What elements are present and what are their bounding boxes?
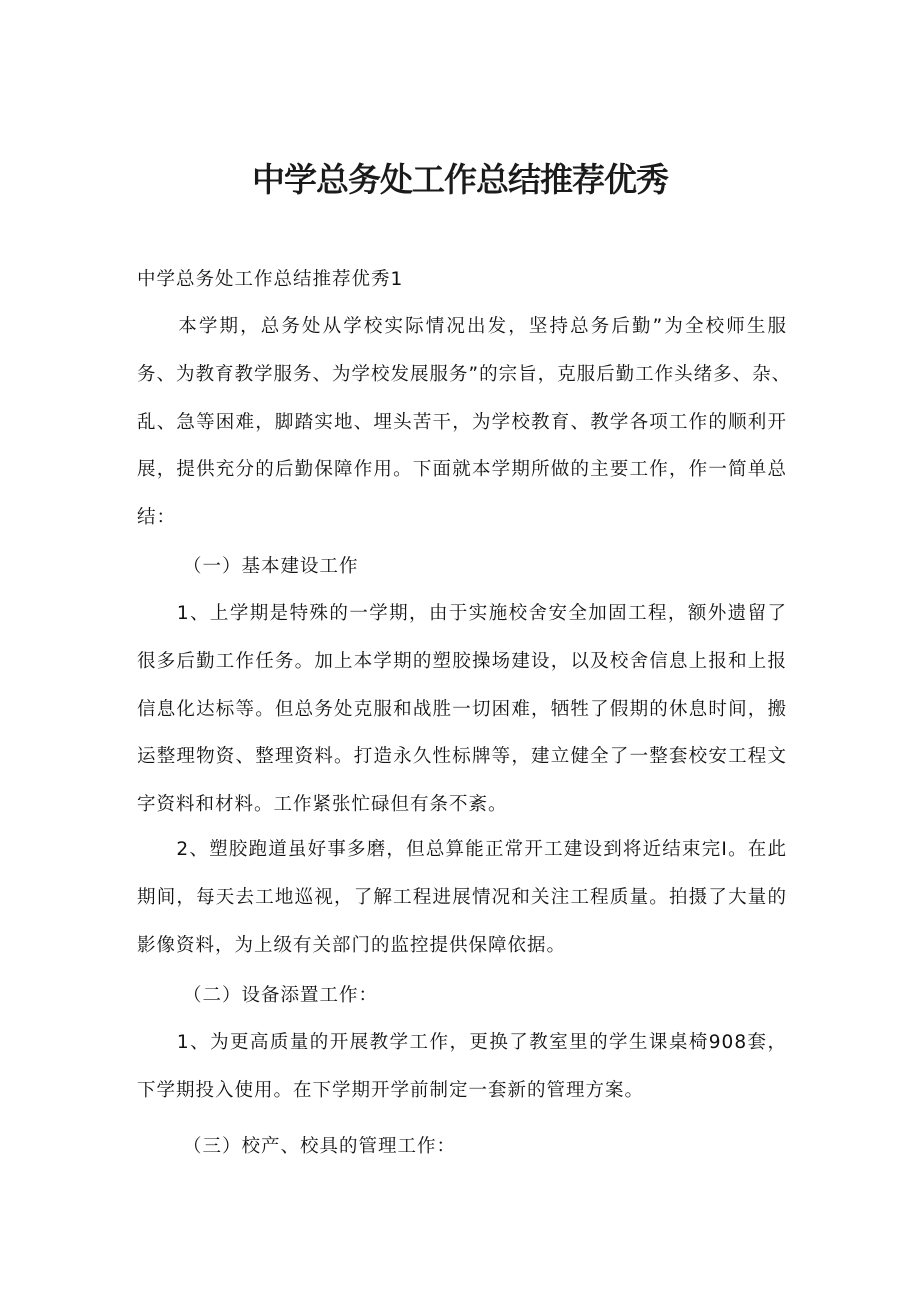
paragraph-line: 期间，每天去工地巡视，了解工程进展情况和关注工程质量。拍摄了大量的 (137, 886, 787, 908)
paragraph-line: 1、为更高质量的开展教学工作，更换了教室里的学生课桌椅908套， (137, 1032, 787, 1053)
paragraph-line: 很多后勤工作任务。加上本学期的塑胶操场建设，以及校舍信息上报和上报 (137, 650, 787, 672)
paragraph-line: 影像资料，为上级有关部门的监控提供保障依据。 (137, 934, 567, 956)
intro-paragraph (137, 303, 792, 542)
document-title: 中学总务处工作总结推荐优秀 (252, 160, 668, 199)
item-2-paragraph (137, 826, 787, 969)
section-heading-1: （一）基本建设工作 (183, 556, 359, 577)
paragraph-line: 信息化达标等。但总务处克服和战胜一切困难，牺牲了假期的休息时间，搬 (137, 698, 787, 720)
paragraph-line: 务、为教育教学服务、为学校发展服务”的宗旨，克服后勤工作头绪多、杂、 (137, 363, 792, 385)
paragraph-line: 2、塑胶跑道虽好事多磨，但总算能正常开工建设到将近结束完I。在此 (137, 839, 787, 860)
section-heading-3: （三）校产、校具的管理工作： (183, 1136, 457, 1157)
paragraph-line: 字资料和材料。工作紧张忙碌但有条不紊。 (137, 794, 508, 816)
paragraph-line: 1、上学期是特殊的一学期，由于实施校舍安全加固工程，额外遗留了 (137, 603, 787, 624)
item-3-paragraph (137, 1019, 787, 1115)
document-subheading: 中学总务处工作总结推荐优秀1 (137, 269, 404, 290)
item-1-paragraph (137, 590, 787, 829)
paragraph-line: 本学期，总务处从学校实际情况出发，坚持总务后勤”为全校师生服 (137, 316, 787, 337)
paragraph-line: 结： (137, 507, 177, 529)
paragraph-line: 乱、急等困难，脚踏实地、埋头苦干，为学校教育、教学各项工作的顺利开 (137, 411, 787, 433)
paragraph-line: 展，提供充分的后勤保障作用。下面就本学期所做的主要工作，作一简单总 (137, 459, 787, 481)
section-heading-2: （二）设备添置工作： (183, 985, 379, 1006)
paragraph-line: 下学期投入使用。在下学期开学前制定一套新的管理方案。 (137, 1079, 645, 1101)
paragraph-line: 运整理物资、整理资料。打造永久性标牌等，建立健全了一整套校安工程文 (137, 746, 787, 768)
